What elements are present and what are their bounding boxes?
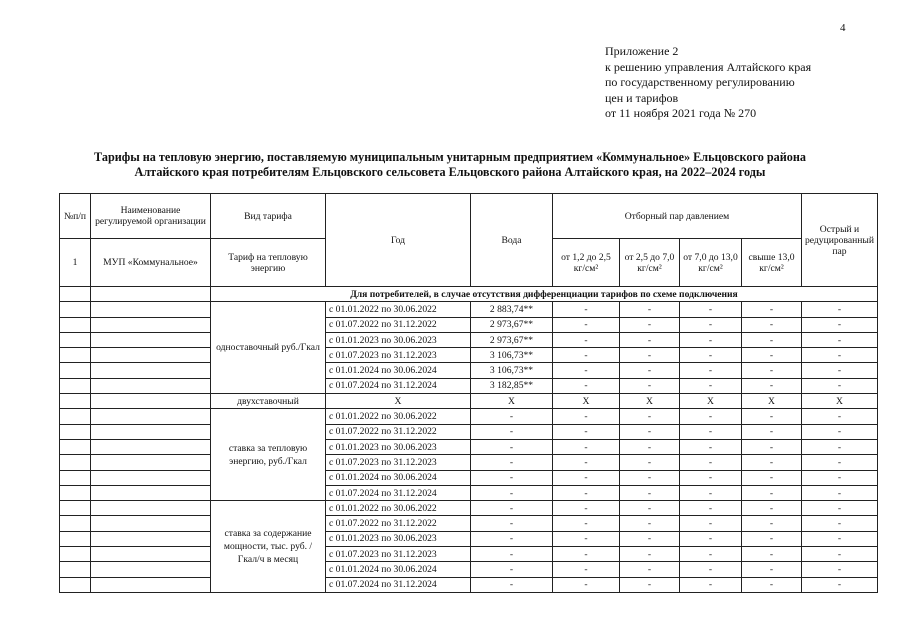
two-rate-label: двухставочный xyxy=(211,394,326,409)
header-sharp-steam: Острый и редуцированный пар xyxy=(802,194,878,287)
pressure-2-cell: - xyxy=(620,332,680,347)
pressure-3-cell: - xyxy=(680,332,742,347)
sharp-steam-cell: - xyxy=(802,332,878,347)
org-cell xyxy=(91,363,211,378)
water-cell: 3 106,73** xyxy=(471,363,553,378)
org-cell xyxy=(91,332,211,347)
pressure-1-cell: - xyxy=(553,455,620,470)
pressure-4-cell: - xyxy=(742,409,802,424)
num-cell xyxy=(60,547,91,562)
header-pressure-3: от 7,0 до 13,0 кг/см² xyxy=(680,239,742,287)
pressure-2-cell: - xyxy=(620,455,680,470)
pressure-4-cell: - xyxy=(742,332,802,347)
num-cell xyxy=(60,348,91,363)
sharp-steam-cell: - xyxy=(802,439,878,454)
org-cell xyxy=(91,317,211,332)
table-row xyxy=(60,363,878,378)
pressure-3-cell: - xyxy=(680,378,742,393)
sharp-steam-cell: - xyxy=(802,317,878,332)
num-cell xyxy=(60,302,91,317)
water-cell: - xyxy=(471,424,553,439)
two-rate-value: X xyxy=(680,394,742,409)
two-rate-value: X xyxy=(742,394,802,409)
num-cell xyxy=(60,332,91,347)
org-cell xyxy=(91,439,211,454)
header-pressure-1: от 1,2 до 2,5 кг/см² xyxy=(553,239,620,287)
period-cell: с 01.01.2022 по 30.06.2022 xyxy=(326,501,471,516)
pressure-2-cell: - xyxy=(620,424,680,439)
pressure-3-cell: - xyxy=(680,547,742,562)
capacity-rate-label: ставка за содержание мощности, тыс. руб. /Гкал/ч в месяц xyxy=(211,501,326,593)
period-cell: с 01.01.2024 по 30.06.2024 xyxy=(326,562,471,577)
period-cell: с 01.01.2022 по 30.06.2022 xyxy=(326,302,471,317)
pressure-1-cell: - xyxy=(553,562,620,577)
empty-cell xyxy=(60,287,91,302)
tariff-table xyxy=(59,193,878,593)
two-rate-value: X xyxy=(620,394,680,409)
pressure-2-cell: - xyxy=(620,363,680,378)
table-row xyxy=(60,485,878,500)
org-row-name: МУП «Коммунальное» xyxy=(91,239,211,287)
period-cell: с 01.07.2023 по 31.12.2023 xyxy=(326,547,471,562)
pressure-4-cell: - xyxy=(742,516,802,531)
pressure-2-cell: - xyxy=(620,378,680,393)
pressure-1-cell: - xyxy=(553,348,620,363)
num-cell xyxy=(60,485,91,500)
num-cell xyxy=(60,439,91,454)
pressure-1-cell: - xyxy=(553,485,620,500)
period-cell: с 01.01.2024 по 30.06.2024 xyxy=(326,470,471,485)
org-cell xyxy=(91,348,211,363)
two-rate-value: X xyxy=(553,394,620,409)
water-cell: 3 182,85** xyxy=(471,378,553,393)
table-row xyxy=(60,348,878,363)
title-line-1: Тарифы на тепловую энергию, поставляемую муниципальным унитарным предприятием «Коммунальное» Ельцовского района xyxy=(94,150,806,164)
pressure-4-cell: - xyxy=(742,547,802,562)
num-cell xyxy=(60,470,91,485)
pressure-3-cell: - xyxy=(680,516,742,531)
pressure-4-cell: - xyxy=(742,501,802,516)
pressure-1-cell: - xyxy=(553,424,620,439)
table-row xyxy=(60,317,878,332)
header-tariff-type: Вид тарифа xyxy=(211,194,326,239)
pressure-2-cell: - xyxy=(620,470,680,485)
single-rate-label: одноставочный руб./Гкал xyxy=(211,302,326,394)
pressure-1-cell: - xyxy=(553,531,620,546)
pressure-1-cell: - xyxy=(553,332,620,347)
water-cell: - xyxy=(471,562,553,577)
pressure-4-cell: - xyxy=(742,562,802,577)
pressure-1-cell: - xyxy=(553,470,620,485)
period-cell: с 01.01.2022 по 30.06.2022 xyxy=(326,409,471,424)
pressure-2-cell: - xyxy=(620,439,680,454)
appendix-line: по государственному регулированию xyxy=(605,75,795,89)
org-cell xyxy=(91,531,211,546)
pressure-2-cell: - xyxy=(620,501,680,516)
sharp-steam-cell: - xyxy=(802,470,878,485)
table-row xyxy=(60,394,878,409)
sharp-steam-cell: - xyxy=(802,424,878,439)
org-cell xyxy=(91,409,211,424)
pressure-3-cell: - xyxy=(680,485,742,500)
pressure-4-cell: - xyxy=(742,363,802,378)
sharp-steam-cell: - xyxy=(802,378,878,393)
water-cell: - xyxy=(471,409,553,424)
water-cell: 2 973,67** xyxy=(471,332,553,347)
pressure-3-cell: - xyxy=(680,562,742,577)
section-title: Для потребителей, в случае отсутствия дифференциации тарифов по схеме подключения xyxy=(211,287,878,302)
header-pressure-4: свыше 13,0 кг/см² xyxy=(742,239,802,287)
sharp-steam-cell: - xyxy=(802,302,878,317)
page-number: 4 xyxy=(840,22,846,34)
num-cell xyxy=(60,516,91,531)
num-cell xyxy=(60,317,91,332)
sharp-steam-cell: - xyxy=(802,363,878,378)
water-cell: - xyxy=(471,531,553,546)
water-cell: - xyxy=(471,470,553,485)
org-cell xyxy=(91,302,211,317)
num-cell xyxy=(60,394,91,409)
pressure-1-cell: - xyxy=(553,577,620,592)
num-cell xyxy=(60,424,91,439)
period-cell: с 01.07.2024 по 31.12.2024 xyxy=(326,378,471,393)
pressure-4-cell: - xyxy=(742,348,802,363)
pressure-2-cell: - xyxy=(620,348,680,363)
document-title xyxy=(40,150,860,180)
org-cell xyxy=(91,516,211,531)
two-rate-value: X xyxy=(326,394,471,409)
water-cell: - xyxy=(471,455,553,470)
pressure-1-cell: - xyxy=(553,302,620,317)
num-cell xyxy=(60,577,91,592)
table-row xyxy=(60,409,878,424)
org-cell xyxy=(91,378,211,393)
pressure-1-cell: - xyxy=(553,547,620,562)
appendix-line: к решению управления Алтайского края xyxy=(605,59,812,74)
pressure-4-cell: - xyxy=(742,455,802,470)
table-row xyxy=(60,332,878,347)
num-cell xyxy=(60,363,91,378)
table-row xyxy=(60,424,878,439)
org-cell xyxy=(91,577,211,592)
pressure-3-cell: - xyxy=(680,455,742,470)
org-row-tariff: Тариф на тепловую энергию xyxy=(211,239,326,287)
appendix-block xyxy=(605,44,811,122)
pressure-1-cell: - xyxy=(553,378,620,393)
sharp-steam-cell: - xyxy=(802,501,878,516)
period-cell: с 01.01.2023 по 30.06.2023 xyxy=(326,531,471,546)
pressure-4-cell: - xyxy=(742,424,802,439)
pressure-2-cell: - xyxy=(620,317,680,332)
org-cell xyxy=(91,547,211,562)
pressure-4-cell: - xyxy=(742,531,802,546)
pressure-2-cell: - xyxy=(620,409,680,424)
sharp-steam-cell: - xyxy=(802,577,878,592)
num-cell xyxy=(60,409,91,424)
water-cell: 2 883,74** xyxy=(471,302,553,317)
water-cell: 3 106,73** xyxy=(471,348,553,363)
pressure-2-cell: - xyxy=(620,562,680,577)
pressure-4-cell: - xyxy=(742,378,802,393)
pressure-3-cell: - xyxy=(680,531,742,546)
header-org: Наименование регулируемой организации xyxy=(91,194,211,239)
pressure-2-cell: - xyxy=(620,302,680,317)
org-row-num: 1 xyxy=(60,239,91,287)
sharp-steam-cell: - xyxy=(802,409,878,424)
period-cell: с 01.07.2022 по 31.12.2022 xyxy=(326,424,471,439)
pressure-2-cell: - xyxy=(620,577,680,592)
two-rate-value: X xyxy=(802,394,878,409)
table-row xyxy=(60,501,878,516)
water-cell: 2 973,67** xyxy=(471,317,553,332)
table-row xyxy=(60,562,878,577)
pressure-2-cell: - xyxy=(620,485,680,500)
table-row xyxy=(60,439,878,454)
title-line-2: Алтайского края потребителям Ельцовского сельсовета Ельцовского района Алтайского края, на 2022–2024 годы xyxy=(134,165,766,179)
table-row xyxy=(60,378,878,393)
appendix-line: цен и тарифов xyxy=(605,90,679,105)
sharp-steam-cell: - xyxy=(802,516,878,531)
pressure-3-cell: - xyxy=(680,501,742,516)
period-cell: с 01.01.2023 по 30.06.2023 xyxy=(326,332,471,347)
water-cell: - xyxy=(471,485,553,500)
table-row xyxy=(60,455,878,470)
org-cell xyxy=(91,394,211,409)
water-cell: - xyxy=(471,577,553,592)
header-steam-group: Отборный пар давлением xyxy=(553,194,802,239)
pressure-3-cell: - xyxy=(680,439,742,454)
pressure-3-cell: - xyxy=(680,424,742,439)
sharp-steam-cell: - xyxy=(802,547,878,562)
table-row xyxy=(60,302,878,317)
pressure-3-cell: - xyxy=(680,302,742,317)
sharp-steam-cell: - xyxy=(802,455,878,470)
num-cell xyxy=(60,455,91,470)
water-cell: - xyxy=(471,547,553,562)
water-cell: - xyxy=(471,501,553,516)
pressure-1-cell: - xyxy=(553,317,620,332)
pressure-2-cell: - xyxy=(620,547,680,562)
table-row xyxy=(60,516,878,531)
period-cell: с 01.07.2023 по 31.12.2023 xyxy=(326,348,471,363)
num-cell xyxy=(60,501,91,516)
pressure-1-cell: - xyxy=(553,501,620,516)
period-cell: с 01.07.2022 по 31.12.2022 xyxy=(326,516,471,531)
header-pressure-2: от 2,5 до 7,0 кг/см² xyxy=(620,239,680,287)
table-row xyxy=(60,547,878,562)
sharp-steam-cell: - xyxy=(802,562,878,577)
pressure-4-cell: - xyxy=(742,485,802,500)
pressure-3-cell: - xyxy=(680,317,742,332)
pressure-4-cell: - xyxy=(742,470,802,485)
two-rate-value: X xyxy=(471,394,553,409)
org-cell xyxy=(91,485,211,500)
num-cell xyxy=(60,531,91,546)
header-water: Вода xyxy=(471,194,553,287)
period-cell: с 01.01.2024 по 30.06.2024 xyxy=(326,363,471,378)
num-cell xyxy=(60,562,91,577)
water-cell: - xyxy=(471,516,553,531)
pressure-1-cell: - xyxy=(553,439,620,454)
pressure-2-cell: - xyxy=(620,516,680,531)
pressure-4-cell: - xyxy=(742,577,802,592)
water-cell: - xyxy=(471,439,553,454)
pressure-4-cell: - xyxy=(742,302,802,317)
table-row xyxy=(60,531,878,546)
period-cell: с 01.07.2022 по 31.12.2022 xyxy=(326,317,471,332)
pressure-3-cell: - xyxy=(680,348,742,363)
period-cell: с 01.07.2024 по 31.12.2024 xyxy=(326,577,471,592)
pressure-3-cell: - xyxy=(680,363,742,378)
org-cell xyxy=(91,424,211,439)
org-cell xyxy=(91,562,211,577)
header-num: №п/п xyxy=(60,194,91,239)
num-cell xyxy=(60,378,91,393)
period-cell: с 01.07.2023 по 31.12.2023 xyxy=(326,455,471,470)
org-cell xyxy=(91,470,211,485)
sharp-steam-cell: - xyxy=(802,485,878,500)
pressure-1-cell: - xyxy=(553,363,620,378)
appendix-line: Приложение 2 xyxy=(605,44,679,58)
sharp-steam-cell: - xyxy=(802,531,878,546)
empty-cell xyxy=(91,287,211,302)
pressure-3-cell: - xyxy=(680,577,742,592)
energy-rate-label: ставка за тепловую энергию, руб./Гкал xyxy=(211,409,326,501)
header-year: Год xyxy=(326,194,471,287)
table-row xyxy=(60,577,878,592)
pressure-3-cell: - xyxy=(680,470,742,485)
pressure-1-cell: - xyxy=(553,409,620,424)
pressure-4-cell: - xyxy=(742,439,802,454)
pressure-1-cell: - xyxy=(553,516,620,531)
table-row xyxy=(60,470,878,485)
period-cell: с 01.01.2023 по 30.06.2023 xyxy=(326,439,471,454)
period-cell: с 01.07.2024 по 31.12.2024 xyxy=(326,485,471,500)
org-cell xyxy=(91,455,211,470)
pressure-4-cell: - xyxy=(742,317,802,332)
sharp-steam-cell: - xyxy=(802,348,878,363)
appendix-line: от 11 ноября 2021 года № 270 xyxy=(605,106,757,120)
org-cell xyxy=(91,501,211,516)
pressure-2-cell: - xyxy=(620,531,680,546)
pressure-3-cell: - xyxy=(680,409,742,424)
